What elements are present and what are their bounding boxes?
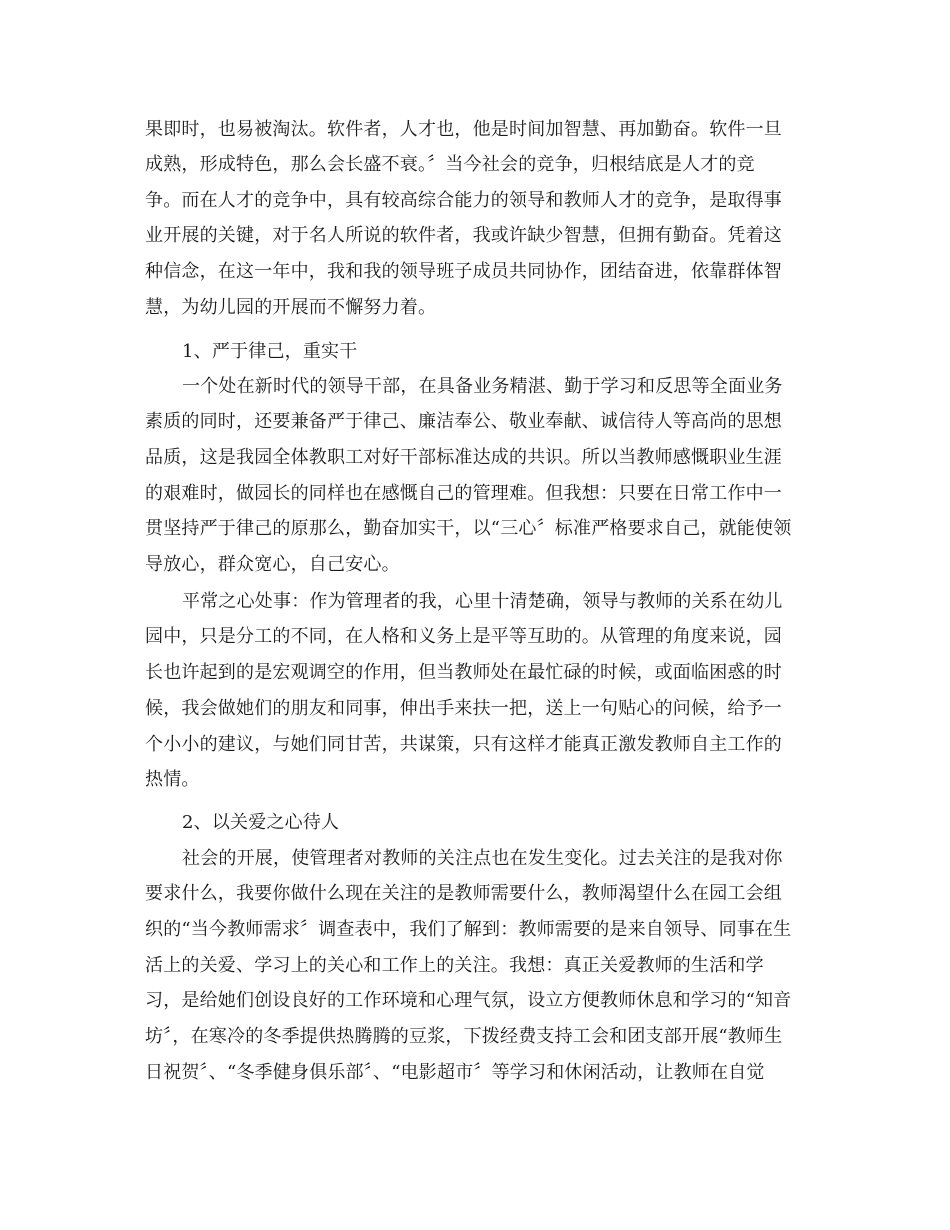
text-line: 素质的同时，还要兼备严于律己、廉洁奉公、敬业奉献、诚信待人等高尚的思想 [145, 411, 782, 432]
text-line: 热情。 [145, 769, 200, 790]
text-line: 争。而在人才的竞争中，具有较高综合能力的领导和教师人才的竞争，是取得事 [145, 190, 782, 211]
text-line: 社会的开展，使管理者对教师的关注点也在发生变化。过去关注的是我对你 [182, 848, 783, 869]
text-line: 果即时，也易被淘汰。软件者，人才也，他是时间加智慧、再加勤奋。软件一旦 [145, 119, 782, 140]
text-line: 成熟，形成特色，那么会长盛不衰。〞当今社会的竞争，归根结底是人才的竞 [145, 154, 755, 175]
text-line: 日祝贺〞、“冬季健身俱乐部〞、“电影超市〞等学习和休闲活动，让教师在自觉 [145, 1062, 765, 1083]
text-line: 业开展的关键，对于名人所说的软件者，我或许缺少智慧，但拥有勤奋。凭着这 [145, 225, 782, 246]
text-line: 织的“当今教师需求〞调查表中，我们了解到：教师需要的是来自领导、同事在生 [145, 919, 792, 940]
section-heading: 1、严于律己，重实干 [182, 341, 358, 362]
text-line: 平常之心处事：作为管理者的我，心里十清楚确，领导与教师的关系在幼儿 [182, 591, 783, 612]
text-line: 活上的关爱、学习上的关心和工作上的关注。我想：真正关爱教师的生活和学 [145, 955, 764, 976]
text-line: 一个处在新时代的领导干部，在具备业务精湛、勤于学习和反思等全面业务 [182, 376, 783, 397]
text-line: 习，是给她们创设良好的工作环境和心理气氛，设立方便教师休息和学习的“知音 [145, 990, 792, 1011]
text-line: 个小小的建议，与她们同甘苦，共谋策，只有这样才能真正激发教师自主工作的 [145, 734, 782, 755]
text-line: 候，我会做她们的朋友和同事，伸出手来扶一把，送上一句贴心的问候，给予一 [145, 698, 782, 719]
text-line: 慧，为幼儿园的开展而不懈努力着。 [145, 297, 437, 318]
text-line: 要求什么，我要你做什么现在关注的是教师需要什么，教师渴望什么在园工会组 [145, 883, 782, 904]
text-line: 种信念，在这一年中，我和我的领导班子成员共同协作，团结奋进，依靠群体智 [145, 261, 782, 282]
text-line: 坊〞，在寒冷的冬季提供热腾腾的豆浆，下拨经费支持工会和团支部开展“教师生 [145, 1026, 783, 1047]
text-line: 的艰难时，做园长的同样也在感慨自己的管理难。但我想：只要在日常工作中一 [145, 483, 782, 504]
text-line: 导放心，群众宽心，自己安心。 [145, 554, 400, 575]
text-line: 园中，只是分工的不同，在人格和义务上是平等互助的。从管理的角度来说，园 [145, 626, 782, 647]
text-line: 贯坚持严于律己的原那么，勤奋加实干，以“三心〞标准严格要求自己，就能使领 [145, 518, 792, 539]
section-heading: 2、以关爱之心待人 [182, 812, 340, 833]
text-line: 长也许起到的是宏观调空的作用，但当教师处在最忙碌的时候，或面临困惑的时 [145, 662, 782, 683]
text-line: 品质，这是我园全体教职工对好干部标准达成的共识。所以当教师感慨职业生涯 [145, 447, 782, 468]
